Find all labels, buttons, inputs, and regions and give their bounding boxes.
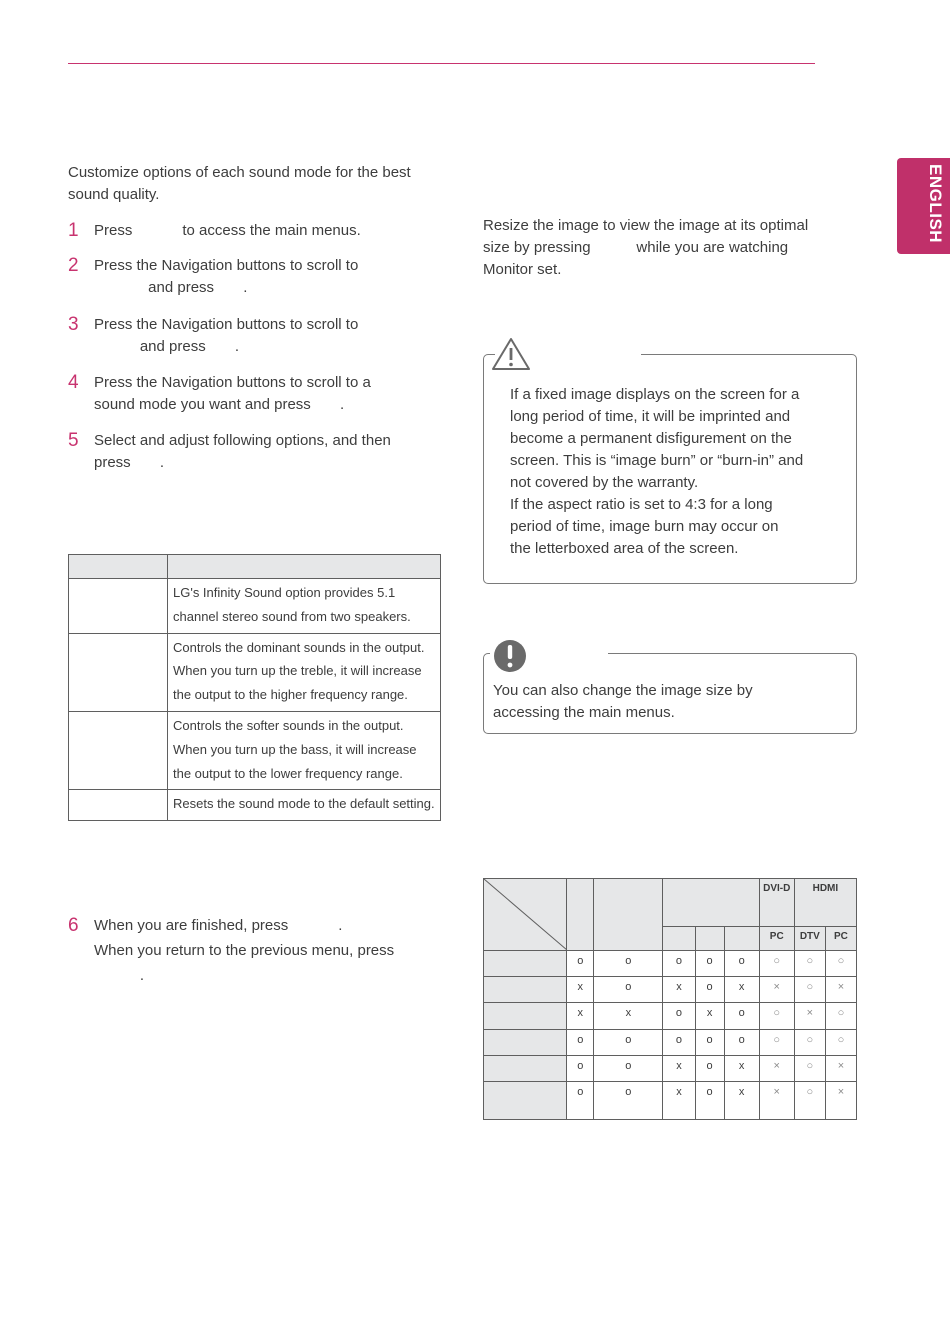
table-cell: x xyxy=(567,977,594,1003)
table-cell: x xyxy=(567,1003,594,1029)
table-row xyxy=(484,951,857,977)
aspect-intro-line: size by pressing while you are watching xyxy=(483,239,789,256)
table-cell: x xyxy=(724,1081,759,1119)
table-cell: o xyxy=(594,951,663,977)
table-cell: × xyxy=(759,1055,794,1081)
table-cell: × xyxy=(794,1003,825,1029)
table-cell: × xyxy=(825,1081,856,1119)
table-cell: ○ xyxy=(794,951,825,977)
step-text: Press the Navigation buttons to scroll to xyxy=(94,316,359,333)
table-row xyxy=(484,1081,857,1119)
caution-line: If the aspect ratio is set to 4:3 for a long xyxy=(510,496,773,513)
aspect-intro xyxy=(483,215,863,281)
table-row xyxy=(484,1055,857,1081)
caution-line: If a fixed image displays on the screen for a xyxy=(510,386,800,403)
sound-options-table xyxy=(68,554,441,821)
note-text xyxy=(493,680,848,724)
step-text: Press the Navigation buttons to scroll to a xyxy=(94,374,371,391)
table-cell: × xyxy=(759,1081,794,1119)
table-cell: o xyxy=(594,1055,663,1081)
note-line: accessing the main menus. xyxy=(493,704,675,721)
step-number: 6 xyxy=(68,915,79,936)
table-cell: × xyxy=(825,977,856,1003)
table-cell: x xyxy=(594,1003,663,1029)
sound-intro: Customize options of each sound mode for the best sound quality. xyxy=(68,164,411,203)
step-text: Select and adjust following options, and then xyxy=(94,432,391,449)
column-header xyxy=(567,879,594,951)
table-cell: o xyxy=(567,1055,594,1081)
table-row xyxy=(69,790,441,821)
table-cell: ○ xyxy=(794,1055,825,1081)
column-group-header-dvi: DVI-D xyxy=(759,879,794,927)
table-cell: ○ xyxy=(794,1029,825,1055)
table-cell: o xyxy=(567,951,594,977)
column-group-header xyxy=(663,879,759,927)
table-row xyxy=(69,633,441,711)
step-text: When you return to the previous menu, press xyxy=(94,942,395,959)
table-cell: x xyxy=(663,1081,695,1119)
row-header xyxy=(484,951,567,977)
option-name xyxy=(69,711,168,789)
table-cell: o xyxy=(695,977,724,1003)
option-description: Controls the softer sounds in the output. When you turn up the bass, it will increase the output to the lower frequency range. xyxy=(168,711,441,789)
column-subheader xyxy=(663,926,695,950)
table-row xyxy=(484,977,857,1003)
caution-line: long period of time, it will be imprinted and xyxy=(510,408,791,425)
column-subheader-dvi-pc: PC xyxy=(759,926,794,950)
table-cell: o xyxy=(695,951,724,977)
table-cell: o xyxy=(663,1003,695,1029)
column-subheader xyxy=(695,926,724,950)
table-cell: × xyxy=(759,977,794,1003)
step-text: . xyxy=(94,967,145,984)
column-subheader-hdmi-pc: PC xyxy=(825,926,856,950)
step-number: 1 xyxy=(68,220,79,241)
option-description: Controls the dominant sounds in the output. When you turn up the treble, it will increase the output to the higher frequency range. xyxy=(168,633,441,711)
table-row xyxy=(484,1029,857,1055)
table-cell: o xyxy=(724,1029,759,1055)
table-cell: o xyxy=(724,951,759,977)
table-cell: ○ xyxy=(794,1081,825,1119)
table-cell: x xyxy=(663,977,695,1003)
table-cell: ○ xyxy=(759,951,794,977)
table-cell: ○ xyxy=(759,1029,794,1055)
table-cell: ○ xyxy=(759,1003,794,1029)
caution-text xyxy=(510,384,845,560)
table-cell: o xyxy=(695,1055,724,1081)
option-header xyxy=(69,555,168,579)
table-cell: o xyxy=(663,951,695,977)
table-cell: o xyxy=(594,1029,663,1055)
language-tab xyxy=(897,158,950,254)
step-text: and press . xyxy=(94,338,240,355)
exclamation-circle-icon xyxy=(493,639,527,673)
language-tab-label: ENGLISH xyxy=(926,164,945,244)
aspect-compatibility-table xyxy=(483,878,857,1120)
note-line: You can also change the image size by xyxy=(493,682,753,699)
table-header-row xyxy=(69,555,441,579)
table-corner-cell xyxy=(484,879,567,951)
caution-line: period of time, image burn may occur on xyxy=(510,518,779,535)
table-cell: ○ xyxy=(825,1029,856,1055)
table-cell: o xyxy=(594,977,663,1003)
aspect-intro-line: Monitor set. xyxy=(483,261,562,278)
step-number: 2 xyxy=(68,255,79,276)
table-cell: ○ xyxy=(825,951,856,977)
table-row xyxy=(484,1003,857,1029)
step-text: Press the Navigation buttons to scroll to xyxy=(94,257,359,274)
row-header xyxy=(484,1055,567,1081)
step-text: press . xyxy=(94,454,165,471)
step-text: and press . xyxy=(94,279,248,296)
table-cell: o xyxy=(567,1081,594,1119)
header-divider xyxy=(68,63,815,64)
caution-line: the letterboxed area of the screen. xyxy=(510,540,739,557)
table-header-row xyxy=(484,879,857,927)
option-description: LG's Infinity Sound option provides 5.1 channel stereo sound from two speakers. xyxy=(168,579,441,634)
row-header xyxy=(484,1003,567,1029)
step-text: Press to access the main menus. xyxy=(94,222,361,239)
table-cell: o xyxy=(594,1081,663,1119)
table-row xyxy=(69,579,441,634)
row-header xyxy=(484,1029,567,1055)
column-group-header-hdmi: HDMI xyxy=(794,879,856,927)
column-subheader xyxy=(724,926,759,950)
option-name xyxy=(69,579,168,634)
step-number: 3 xyxy=(68,314,79,335)
table-cell: x xyxy=(663,1055,695,1081)
column-subheader-hdmi-dtv: DTV xyxy=(794,926,825,950)
row-header xyxy=(484,977,567,1003)
table-row xyxy=(69,711,441,789)
description-header xyxy=(168,555,441,579)
option-description: Resets the sound mode to the default setting. xyxy=(168,790,441,821)
caution-line: not covered by the warranty. xyxy=(510,474,699,491)
aspect-intro-line: Resize the image to view the image at its optimal xyxy=(483,217,809,234)
step-text: sound mode you want and press . xyxy=(94,396,345,413)
step-number: 4 xyxy=(68,372,79,393)
table-cell: o xyxy=(695,1081,724,1119)
diagonal-divider xyxy=(484,879,567,950)
table-cell: x xyxy=(724,1055,759,1081)
table-cell: o xyxy=(567,1029,594,1055)
option-name xyxy=(69,790,168,821)
step-text: When you are finished, press . xyxy=(94,917,343,934)
row-header xyxy=(484,1081,567,1119)
table-cell: ○ xyxy=(794,977,825,1003)
warning-triangle-icon xyxy=(491,337,531,371)
table-cell: ○ xyxy=(825,1003,856,1029)
table-cell: × xyxy=(825,1055,856,1081)
table-cell: o xyxy=(695,1029,724,1055)
table-cell: x xyxy=(695,1003,724,1029)
step-number: 5 xyxy=(68,430,79,451)
caution-line: become a permanent disfigurement on the xyxy=(510,430,792,447)
caution-line: screen. This is “image burn” or “burn-in” and xyxy=(510,452,804,469)
table-cell: o xyxy=(663,1029,695,1055)
table-cell: x xyxy=(724,977,759,1003)
option-name xyxy=(69,633,168,711)
column-header xyxy=(594,879,663,951)
table-cell: o xyxy=(724,1003,759,1029)
